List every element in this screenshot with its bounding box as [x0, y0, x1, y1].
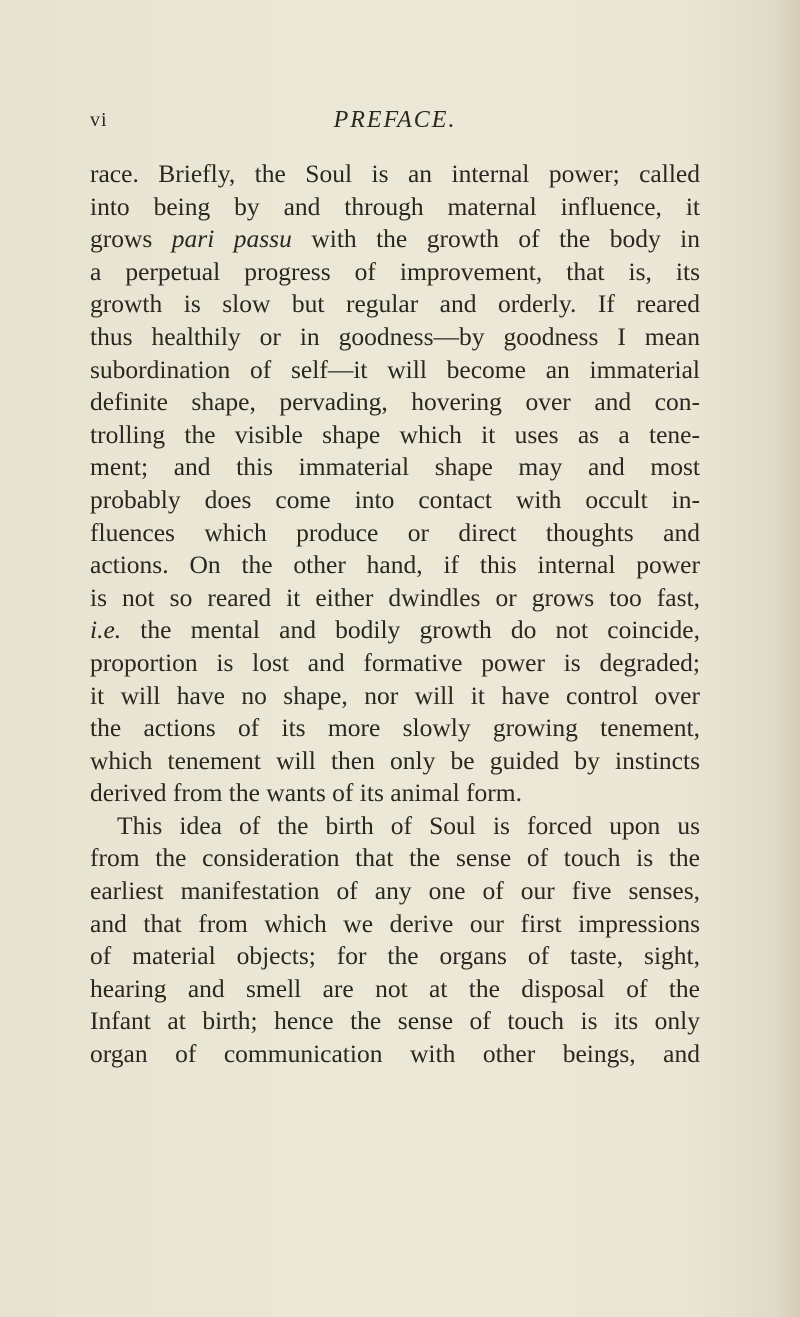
- text-line: subordination of self—it will become an immaterial: [90, 354, 700, 384]
- running-head: [90, 107, 700, 137]
- text-line: derived from the wants of its animal form.: [90, 778, 522, 808]
- text-line: definite shape, pervading, hovering over and con-: [90, 387, 700, 417]
- page-edge-shadow: [774, 0, 800, 1317]
- text-line: fluences which produce or direct thoughts and: [90, 517, 700, 547]
- text-line: of material objects; for the organs of taste, sight,: [90, 941, 700, 971]
- text-line: probably does come into contact with occult in-: [90, 484, 700, 514]
- text-line: which tenement will then only be guided by instincts: [90, 745, 700, 775]
- text-line: earliest manifestation of any one of our five senses,: [90, 876, 700, 906]
- text-line: organ of communication with other beings, and: [90, 1039, 700, 1069]
- text-line: [90, 614, 700, 647]
- text-fragment: grows: [90, 224, 172, 254]
- italic-phrase: i.e.: [90, 615, 122, 645]
- text-line: trolling the visible shape which it uses as a tene-: [90, 419, 700, 449]
- text-line: Infant at birth; hence the sense of touch is its only: [90, 1006, 700, 1036]
- text-fragment: the mental and bodily growth do not coincide,: [121, 615, 700, 645]
- text-line: and that from which we derive our first impressions: [90, 908, 700, 938]
- text-line: it will have no shape, nor will it have control over: [90, 680, 700, 710]
- text-line: proportion is lost and formative power is degraded;: [90, 647, 700, 677]
- italic-phrase: pari passu: [171, 224, 292, 254]
- text-line: This idea of the birth of Soul is forced upon us: [117, 810, 700, 840]
- text-line: growth is slow but regular and orderly. If reared: [90, 289, 700, 319]
- text-fragment: with the growth of the body in: [291, 224, 700, 254]
- text-line: ment; and this immaterial shape may and most: [90, 452, 700, 482]
- text-line: hearing and smell are not at the disposal of the: [90, 973, 700, 1003]
- text-line: [90, 223, 700, 256]
- text-line: a perpetual progress of improvement, that is, its: [90, 256, 700, 286]
- text-line: is not so reared it either dwindles or grows too fast,: [90, 582, 700, 612]
- body-text: [90, 158, 700, 1071]
- text-line: the actions of its more slowly growing tenement,: [90, 713, 700, 743]
- text-line: into being by and through maternal influence, it: [90, 191, 700, 221]
- text-line: race. Briefly, the Soul is an internal power; called: [90, 159, 700, 188]
- running-title: PREFACE.: [333, 107, 457, 133]
- text-line: from the consideration that the sense of touch is the: [90, 843, 700, 873]
- text-line: thus healthily or in goodness—by goodness I mean: [90, 321, 700, 351]
- page-number: vi: [90, 109, 108, 131]
- text-line: actions. On the other hand, if this internal power: [90, 550, 700, 580]
